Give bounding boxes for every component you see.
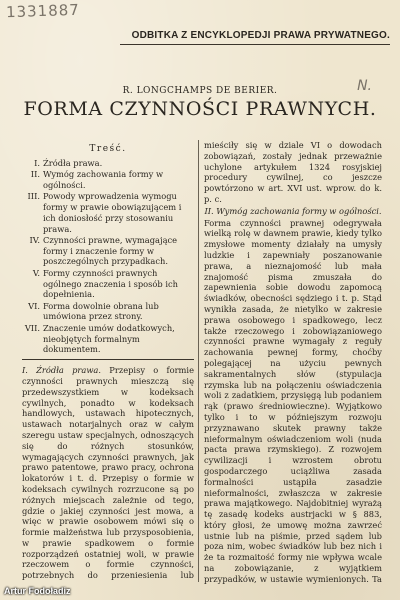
author-name: R. LONGCHAMPS DE BERIER. xyxy=(122,86,278,96)
column-divider xyxy=(198,140,199,582)
toc-item xyxy=(22,191,194,234)
watermark: Artur Fodoładiz xyxy=(4,586,71,596)
toc-item-number: IV. xyxy=(29,234,40,245)
section-1-paragraph xyxy=(22,365,194,580)
left-column xyxy=(22,140,194,580)
toc-item xyxy=(22,158,194,169)
toc-item-number: II. xyxy=(30,169,40,180)
toc-item-text: Powody wprowadzenia wymogu formy w prawie obowiązującem i ich doniosłość przy stosowaniu prawa. xyxy=(43,191,182,234)
toc-item-text: Czynności prawne, wymagające formy i znaczenie formy w poszczególnych przypadkach. xyxy=(43,234,178,267)
toc-item xyxy=(22,235,194,267)
handwritten-mark: N. xyxy=(357,78,372,94)
toc-item-number: VI. xyxy=(28,300,40,311)
section-1-title: I. Źródła prawa. xyxy=(22,365,102,376)
toc-item-text: Forma dowolnie obrana lub umówiona przez strony. xyxy=(43,300,159,322)
toc-item-text: Źródła prawa. xyxy=(43,157,103,168)
toc-heading: Treść. xyxy=(89,144,127,154)
toc-item-number: V. xyxy=(32,267,40,278)
toc-list xyxy=(22,158,194,355)
toc-item xyxy=(22,169,194,191)
section-2-paragraph: Forma czynności prawnej odegrywała wielką rolę w dawnem prawie, kiedy tylko zmysłowe momenty działały na umysły ludzkie i zapewniały poszanowanie prawa, a nieznajomość lub mała znajomość pisma zmuszała do zapewnienia sobie dowodu zapomocą świadków, obecności sędziego i t. p. Stąd wynikła zasada, że nietylko w zakresie prawa osobowego i spadkowego, lecz także rzeczowego i zobowiązaniowego czynności prawne wymagały z reguły zachowania pewnej formy, choćby polegającej na użyciu pewnych sakramentalnych słów (stypulacja rzymska lub na połączeniu oświadczenia woli z zadatkiem, przysięgą lub podaniem rąk (prawo średniowieczne). Wyjątkowo tylko i to w późniejszym rozwoju przyznawano skutek prawny także nieformalnym oświadczeniom woli (nuda pacta prawa rzymskiego). Z rozwojem cywilizacji i wzrostem obrotu gospodarczego uciążliwa zasada formalności ustąpiła zasadzie nieformalności, zwłaszcza w zakresie prawa majątkowego. Najdobitniej wyrażą tę zasadę kodeks austrjacki w § 883, który głosi, że umowę można zawrzeć ustnie lub na piśmie, przed sądem lub poza nim, wobec świadków lub bez nich i że ta rozmaitość formy nie wpływa wcale na zobowiązanie, z wyjątkiem przypadków, w ustawie wymienionych. Ta xyxy=(204,217,382,584)
toc-item-text: Wymóg zachowania formy w ogólności. xyxy=(43,169,164,190)
toc-divider xyxy=(22,359,194,360)
series-header: ODBITKA Z ENCYKLOPEDJI PRAWA PRYWATNEGO. xyxy=(131,30,390,41)
toc-item xyxy=(22,301,194,323)
section-1-text: Przepisy o formie czynności prawnych mieszczą się przedewszystkiem w kodeksach cywilnych, ponadto w kodeksach handlowych, ustawach hipotecznych, ustawach notarjalnych oraz w całym szeregu ustaw specjalnych, odnoszących się do różnych stosunków, wymagających czynności prawnych, jak prawo patentowe, prawo pracy, ochrona lokatorów i t. d. Przepisy o formie w kodeksach cywilnych rozrzucone są po różnych miejscach zależnie od tego, gdzie o jakiej czynności jest mowa, a więc w prawie osobowem mówi się o formie małżeństwa lub przysposobienia, w prawie spadkowem o formie rozporządzeń ostatniej woli, w prawie rzeczowem o formie czynności, potrzebnych do przeniesienia lub xyxy=(22,365,194,580)
section-1-continuation: mieściły się w dziale VI o dowodach zobowiązań, zostały jednak przeważnie uchylone artykułem 1324 rosyjskiej procedury cywilnej, co jeszcze powtórzono w art. XVI ust. wprow. do k. p. c. xyxy=(204,140,382,204)
document-title: FORMA CZYNNOŚCI PRAWNYCH. xyxy=(23,98,377,120)
toc-item-number: III. xyxy=(27,191,40,202)
toc-item xyxy=(22,268,194,300)
right-column xyxy=(204,140,382,585)
toc-item-number: I. xyxy=(34,157,40,168)
toc-item-text: Formy czynności prawnych ogólnego znaczenia i sposób ich dopełnienia. xyxy=(43,267,179,300)
toc-item-number: VII. xyxy=(24,322,40,333)
toc-item xyxy=(22,323,194,355)
header-rule xyxy=(120,44,390,45)
handwritten-inventory-number: 1331887 xyxy=(5,0,81,22)
section-2-title: II. Wymóg zachowania formy w ogólności. xyxy=(204,205,382,216)
toc-item-text: Znaczenie umów dodatkowych, nieobjętych formalnym dokumentem. xyxy=(43,322,175,355)
